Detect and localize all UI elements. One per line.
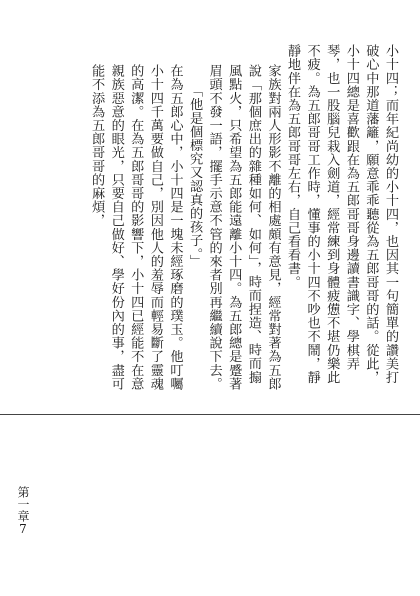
chapter-label: 第一章 [16,486,30,522]
paragraph-2: 家族對兩人形影不離的相處頗有意見，經常對著為五郎說「那個庶出的雜種如何、如何」，時而捏造、時而搧風點火，只希望為五郎能遠離小十四。為五郎總是蹙著眉頭不發一語，擺手示意不管的來者別再繼續說下去。 [206,64,281,391]
body-text [2,44,400,394]
page-footer [15,486,31,537]
quote-line: 「他是個標究又認真的孩子。」 [187,83,203,268]
page-number: 7 [19,522,27,536]
paragraph-1: 小十四；而年紀尚幼的小十四，也因其一句簡單的讚美打破心中那道藩籬，願意乖乖聽從為五郎哥哥的話。從此，小十四總是喜歡跟在為五郎哥哥身邊讀書識字、學棋弄琴，也一股腦兒栽入劍道，經常練到身體疲憊不堪仍樂此不疲。為五郎哥哥工作時，懂事的小十四不吵也不鬧，靜靜地伴在為五郎哥哥左右，自己看看書。 [285,44,398,384]
paragraph-3: 在為五郎心中，小十四是一塊未經琢磨的璞玉。他叮囑小十四千萬要做自己，別因他人的羞辱而輕易斷了靈魂的高潔。在為五郎哥哥的影響下，小十四已經能不在意親族惡意的眼光，只要自己做好、學好份內的事，盡可能不添為五郎哥哥的麻煩， [89,64,183,391]
footer-divider [0,414,420,415]
